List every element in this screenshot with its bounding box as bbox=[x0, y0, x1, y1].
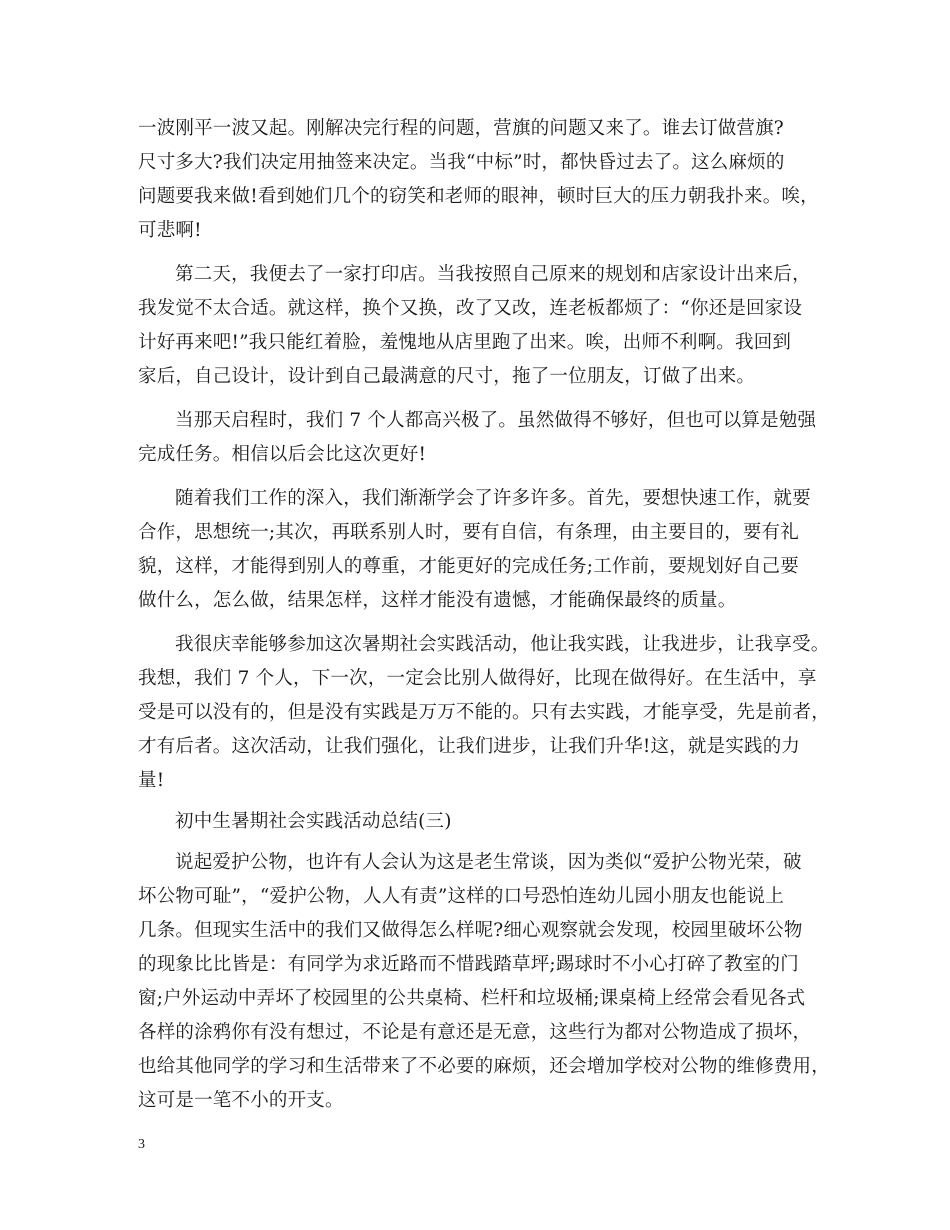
text-line: 尺寸多大?我们决定用抽签来决定。当我“中标”时，都快昏过去了。这么麻烦的 bbox=[138, 152, 785, 173]
text-line: 坏公物可耻”，“爱护公物，人人有责”这样的口号恐怕连幼儿园小朋友也能说上 bbox=[138, 886, 785, 907]
section-heading: 初中生暑期社会实践活动总结(三) bbox=[175, 811, 452, 832]
text-line: 合作，思想统一;其次，再联系别人时，要有自信，有条理，由主要目的，要有礼 bbox=[138, 522, 799, 543]
paragraph-first-line: 我很庆幸能够参加这次暑期社会实践活动，他让我实践，让我进步，让我享受。 bbox=[175, 634, 830, 655]
text-line: 可悲啊! bbox=[138, 220, 202, 241]
text-line: 的现象比比皆是：有同学为求近路而不惜践踏草坪;踢球时不小心打碎了教室的门 bbox=[138, 954, 799, 975]
page-number: 3 bbox=[138, 1137, 145, 1152]
text-line: 才有后者。这次活动，让我们强化，让我们进步，让我们升华!这，就是实践的力 bbox=[138, 736, 801, 757]
text-line: 问题要我来做!看到她们几个的窃笑和老师的眼神，顿时巨大的压力朝我扑来。唉， bbox=[138, 186, 819, 207]
text-line: 家后，自己设计，设计到自己最满意的尺寸，拖了一位朋友，订做了出来。 bbox=[138, 366, 756, 387]
text-line: 几条。但现实生活中的我们又做得怎么样呢?细心观察就会发现，校园里破坏公物 bbox=[138, 920, 803, 941]
paragraph-first-line: 随着我们工作的深入，我们渐渐学会了许多许多。首先，要想快速工作，就要 bbox=[175, 488, 811, 509]
text-line: 做什么，怎么做，结果怎样，这样才能没有遗憾，才能确保最终的质量。 bbox=[138, 590, 737, 611]
text-line: 一波刚平一波又起。刚解决完行程的问题，营旗的问题又来了。谁去订做营旗? bbox=[138, 118, 784, 139]
text-line: 这可是一笔不小的开支。 bbox=[138, 1090, 344, 1111]
text-line: 我想，我们 7 个人，下一次，一定会比别人做得好，比现在做得好。在生活中，享 bbox=[138, 668, 817, 689]
text-line: 窗;户外运动中弄坏了校园里的公共桌椅、栏杆和垃圾桶;课桌椅上经常会看见各式 bbox=[138, 988, 806, 1009]
paragraph-first-line: 第二天，我便去了一家打印店。当我按照自己原来的规划和店家设计出来后， bbox=[175, 264, 811, 285]
text-line: 完成任务。相信以后会比这次更好! bbox=[138, 444, 427, 465]
text-line: 量! bbox=[138, 770, 165, 791]
text-line: 也给其他同学的学习和生活带来了不必要的麻烦，还会增加学校对公物的维修费用， bbox=[138, 1056, 830, 1077]
text-line: 我发觉不太合适。就这样，换个又换，改了又改，连老板都烦了：“你还是回家设 bbox=[138, 298, 803, 319]
text-line: 各样的涂鸦你有没有想过，不论是有意还是无意，这些行为都对公物造成了损坏， bbox=[138, 1022, 812, 1043]
text-line: 计好再来吧!”我只能红着脸，羞愧地从店里跑了出来。唉，出师不利啊。我回到 bbox=[138, 332, 792, 353]
text-line: 受是可以没有的，但是没有实践是万万不能的。只有去实践，才能享受，先是前者， bbox=[138, 702, 830, 723]
paragraph-first-line: 说起爱护公物，也许有人会认为这是老生常谈，因为类似“爱护公物光荣，破 bbox=[175, 852, 802, 873]
paragraph-first-line: 当那天启程时，我们 7 个人都高兴极了。虽然做得不够好，但也可以算是勉强 bbox=[175, 410, 817, 431]
text-line: 貌，这样，才能得到别人的尊重，才能更好的完成任务;工作前，要规划好自己要 bbox=[138, 556, 799, 577]
